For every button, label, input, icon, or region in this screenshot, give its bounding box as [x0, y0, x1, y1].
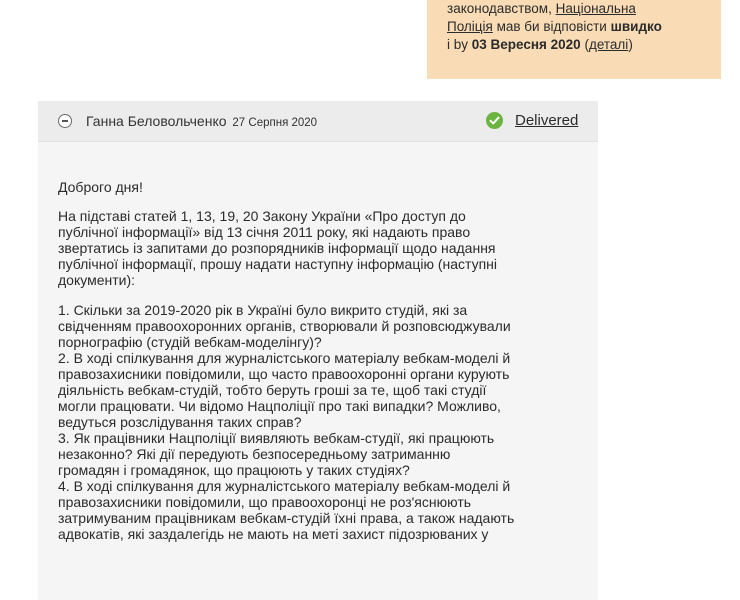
question-line: порнографію (студій вебкам-моделінгу)? — [58, 334, 322, 350]
authority-link[interactable]: Національна — [555, 1, 636, 16]
question-line: правозахисники повідомили, що правоохоронці не роз'яснюють — [58, 494, 472, 510]
message-questions — [58, 302, 588, 542]
sender-name: Ганна Беловольченко — [86, 113, 227, 129]
question-line: могли працювати. Чи відомо Нацполіції про такі випадки? Можливо, — [58, 398, 501, 414]
message-header — [38, 101, 598, 142]
question-line: 4. В ході спілкування для журналістського матеріалу вебкам-моделі й — [58, 478, 511, 494]
question-line: незаконно? Які дії передують безпосередньому затриманню — [58, 446, 451, 462]
question-line: правозахисники повідомили, що часто правоохоронні органи курують — [58, 366, 510, 382]
question-line: 1. Скільки за 2019-2020 рік в Україні було викрито студій, які за — [58, 302, 468, 318]
details-link[interactable]: деталі — [588, 37, 629, 52]
collapse-icon[interactable] — [58, 114, 72, 128]
message-date: 27 Серпня 2020 — [232, 117, 318, 129]
question-line: 3. Як працівники Нацполіції виявляють вебкам-студії, які працюють — [58, 430, 495, 446]
message-body — [58, 179, 588, 542]
intro-line: публічної інформації» від 13 січня 2011 року, які надають право — [58, 224, 471, 240]
question-line: ведуться розслідування таких справ? — [58, 414, 302, 430]
question-line: затримуваним працівникам вебкам-студій їхні права, а також надають — [58, 510, 515, 526]
intro-line: документи): — [58, 272, 136, 288]
outgoing-message — [38, 101, 598, 600]
status-line-2 — [447, 18, 721, 36]
status-line-1 — [447, 0, 721, 18]
deadline-date: 03 Вересня 2020 — [471, 37, 581, 52]
intro-line: На підставі статей 1, 13, 19, 20 Закону України «Про доступ до — [58, 208, 466, 224]
status-text-by: і by — [447, 37, 472, 52]
question-line: свідченням правоохоронних органів, створювали й розповсюджували — [58, 318, 511, 334]
response-deadline-notice — [427, 0, 721, 79]
intro-line: публічної інформації, прошу надати наступну інформацію (наступні — [58, 256, 498, 272]
paren-close: ) — [628, 37, 633, 52]
delivery-status-link[interactable]: Delivered — [515, 112, 579, 129]
message-greeting: Доброго дня! — [58, 179, 143, 195]
status-text-should-respond: мав би відповісти — [492, 19, 611, 34]
status-text-promptly: швидко — [610, 19, 662, 34]
message-intro — [58, 208, 588, 288]
question-line: 2. В ході спілкування для журналістського матеріалу вебкам-моделі й — [58, 350, 511, 366]
question-line: діяльність вебкам-студій, тобто беруть гроші за те, щоб такі студії — [58, 382, 487, 398]
message-sender-line — [86, 113, 317, 129]
question-line: адвокатів, які заздалегідь не мають на меті захист підозрюваних у — [58, 526, 489, 542]
authority-link-continued[interactable]: Поліція — [447, 19, 493, 34]
paren-open: ( — [580, 37, 589, 52]
intro-line: звертатись із запитами до розпорядників інформації щодо надання — [58, 240, 496, 256]
question-line: громадян і громадянок, що працюють у таких студіях? — [58, 462, 410, 478]
status-line-3 — [447, 36, 721, 54]
status-text-legislation: законодавством, — [447, 1, 556, 16]
check-circle-icon — [486, 112, 503, 129]
